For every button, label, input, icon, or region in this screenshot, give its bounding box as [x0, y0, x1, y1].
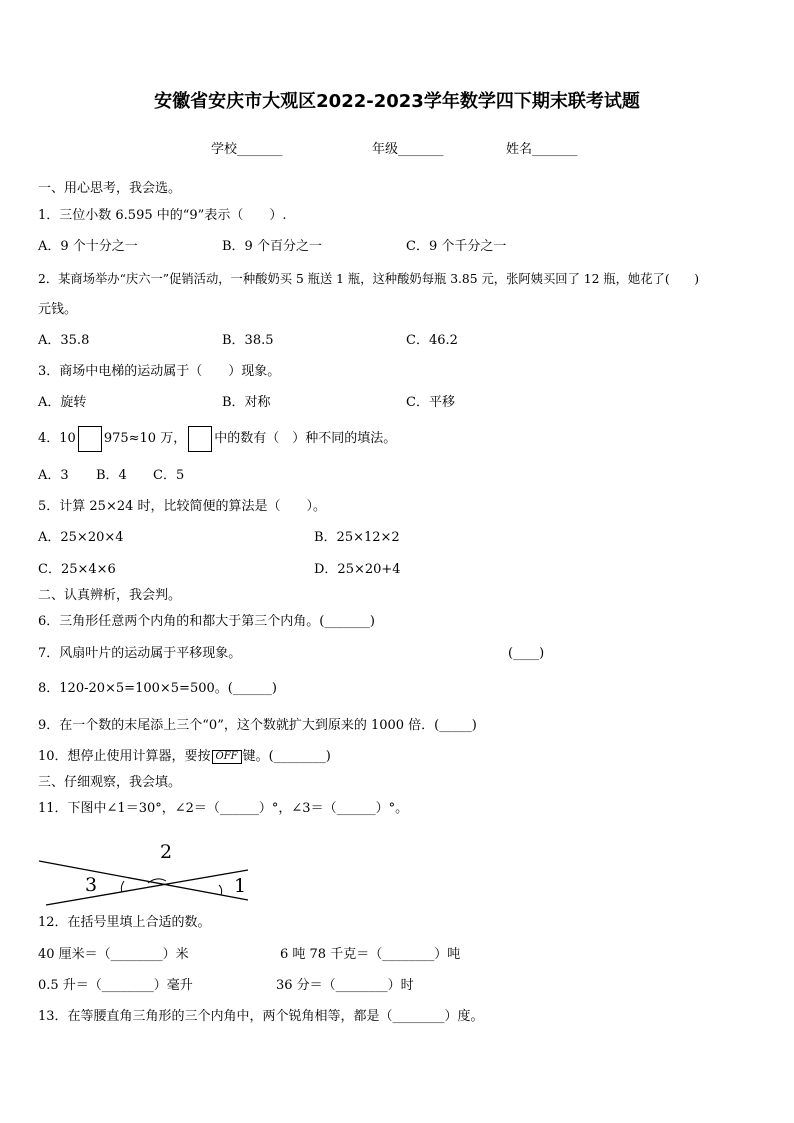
off-key-icon: OFF: [212, 750, 242, 764]
question-2-stem: 2．某商场举办“庆六一”促销活动，一种酸奶买 5 瓶送 1 瓶，这种酸奶每瓶 3.85 元，张阿姨买回了 12 瓶，她花了( ): [38, 272, 700, 286]
question-3-option-a: A．旋转: [38, 395, 87, 410]
question-1-option-a: A．9 个十分之一: [38, 239, 138, 254]
question-7-blank: (____): [508, 646, 545, 661]
question-11-stem: 11．下图中∠1＝30°，∠2＝（______）°，∠3＝（______）°。: [38, 801, 409, 816]
question-5-option-c: C．25×4×6: [38, 562, 116, 577]
question-4-option-c: C．5: [153, 468, 185, 483]
name-field: 姓名_______: [506, 142, 578, 157]
question-3-option-b: B．对称: [222, 395, 271, 410]
question-13: 13．在等腰直角三角形的三个内角中，两个锐角相等，都是（________）度。: [38, 1009, 484, 1024]
page-title: 安徽省安庆市大观区2022-2023学年数学四下期末联考试题: [154, 91, 640, 112]
question-4-option-b: B．4: [96, 468, 127, 483]
question-5-option-d: D．25×20+4: [314, 562, 401, 577]
question-12-stem: 12．在括号里填上合适的数。: [38, 915, 211, 930]
question-12-item: 40 厘米＝（________）米: [38, 947, 189, 962]
question-5-option-b: B．25×12×2: [314, 530, 400, 545]
question-4-stem: [38, 425, 396, 453]
question-12-item: 36 分＝（________）时: [276, 978, 414, 993]
grade-field: 年级_______: [372, 142, 444, 157]
question-5-option-a: A．25×20×4: [38, 530, 124, 545]
section-heading-1: 一、用心思考，我会选。: [38, 181, 182, 196]
angle-label-1: 1: [234, 875, 247, 897]
question-4-part1: 4．10: [38, 431, 76, 446]
line-1: [39, 861, 248, 900]
question-2-option-c: C．46.2: [406, 333, 458, 348]
question-2-option-b: B．38.5: [222, 333, 274, 348]
angle-label-2: 2: [160, 841, 173, 863]
question-7-stem: 7．风扇叶片的运动属于平移现象。: [38, 646, 242, 661]
question-12-item: 0.5 升＝（________）毫升: [38, 978, 193, 993]
question-1-option-c: C．9 个千分之一: [406, 239, 507, 254]
question-3-option-c: C．平移: [406, 395, 455, 410]
question-1-stem: 1．三位小数 6.595 中的“9”表示（ ）.: [38, 208, 287, 223]
question-8: 8．120-20×5=100×5=500。(______): [38, 681, 277, 696]
question-10-part1: 10．想停止使用计算器，要按: [38, 749, 211, 764]
angle-3-arc: [121, 881, 124, 892]
angle-1-arc: [219, 885, 222, 895]
section-heading-3: 三、仔细观察，我会填。: [38, 775, 182, 790]
question-4-part3: 中的数有（ ）种不同的填法。: [214, 431, 397, 446]
angle-diagram: [36, 838, 256, 908]
question-4-part2: 975≈10 万，: [103, 431, 187, 446]
question-6: 6．三角形任意两个内角的和都大于第三个内角。(_______): [38, 614, 375, 629]
question-1-option-b: B．9 个百分之一: [222, 239, 322, 254]
answer-box: [188, 426, 212, 452]
question-2-stem-cont: 元钱。: [38, 302, 78, 317]
angle-label-3: 3: [85, 874, 98, 896]
school-field: 学校_______: [211, 142, 283, 157]
line-2: [46, 870, 248, 905]
question-10: [38, 748, 331, 766]
question-2-option-a: A．35.8: [38, 333, 90, 348]
section-heading-2: 二、认真辨析，我会判。: [38, 588, 182, 603]
question-12-item: 6 吨 78 千克＝（________）吨: [280, 947, 461, 962]
question-4-option-a: A．3: [38, 468, 69, 483]
question-9: 9．在一个数的末尾添上三个“0”，这个数就扩大到原来的 1000 倍．(_____): [38, 718, 477, 733]
question-10-part2: 键。(________): [242, 749, 331, 764]
question-5-stem: 5．计算 25×24 时，比较简便的算法是（ ）。: [38, 499, 327, 514]
question-3-stem: 3．商场中电梯的运动属于（ ）现象。: [38, 364, 281, 379]
answer-box: [78, 426, 102, 452]
